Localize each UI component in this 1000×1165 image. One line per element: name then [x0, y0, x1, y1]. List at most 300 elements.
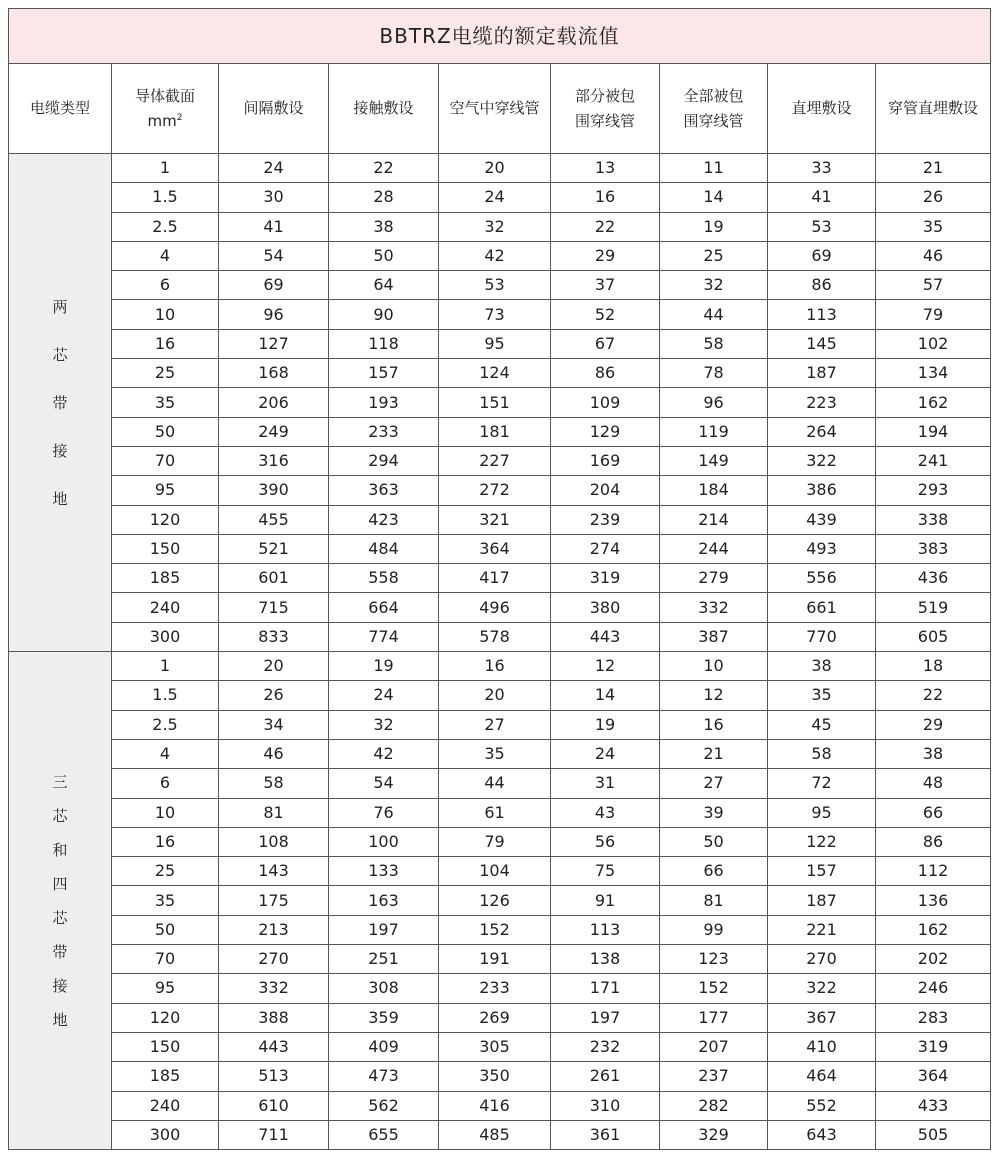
ampacity-cell: 204: [551, 476, 660, 505]
table-row: [9, 1062, 991, 1091]
ampacity-cell: 364: [876, 1062, 991, 1091]
ampacity-cell: 272: [439, 476, 551, 505]
ampacity-cell: 197: [329, 915, 439, 944]
ampacity-cell: 193: [329, 388, 439, 417]
ampacity-cell: 363: [329, 476, 439, 505]
ampacity-cell: 519: [876, 593, 991, 622]
ampacity-cell: 214: [660, 505, 768, 534]
ampacity-cell: 241: [876, 446, 991, 475]
ampacity-cell: 20: [439, 681, 551, 710]
ampacity-cell: 61: [439, 798, 551, 827]
ampacity-cell: 136: [876, 886, 991, 915]
col-header-touching: [329, 64, 439, 154]
ampacity-cell: 711: [219, 1120, 329, 1149]
cross-section-cell: 150: [112, 1032, 219, 1061]
cable-type-char: 带: [52, 393, 68, 412]
unit-superscript: 2: [176, 112, 183, 123]
cable-type-char: 接: [52, 976, 68, 995]
ampacity-cell: 91: [551, 886, 660, 915]
cross-section-cell: 35: [112, 388, 219, 417]
ampacity-cell: 319: [876, 1032, 991, 1061]
cross-section-cell: 95: [112, 974, 219, 1003]
ampacity-cell: 67: [551, 329, 660, 358]
header-label-line: 穿管直埋敷设: [888, 99, 979, 117]
table-title: BBTRZ电缆的额定载流值: [9, 9, 991, 64]
cable-type-group-cell: [9, 652, 112, 1150]
ampacity-cell: 38: [876, 739, 991, 768]
ampacity-cell: 282: [660, 1091, 768, 1120]
unit-text: mm: [147, 111, 177, 130]
ampacity-cell: 409: [329, 1032, 439, 1061]
cross-section-cell: 4: [112, 739, 219, 768]
ampacity-cell: 69: [219, 271, 329, 300]
ampacity-cell: 44: [660, 300, 768, 329]
ampacity-cell: 29: [876, 710, 991, 739]
ampacity-cell: 283: [876, 1003, 991, 1032]
ampacity-cell: 505: [876, 1120, 991, 1149]
ampacity-cell: 104: [439, 857, 551, 886]
ampacity-cell: 122: [768, 827, 876, 856]
ampacity-cell: 151: [439, 388, 551, 417]
ampacity-cell: 54: [329, 769, 439, 798]
ampacity-cell: 269: [439, 1003, 551, 1032]
ampacity-cell: 390: [219, 476, 329, 505]
ampacity-cell: 12: [551, 652, 660, 681]
ampacity-cell: 46: [876, 241, 991, 270]
ampacity-cell: 21: [660, 739, 768, 768]
ampacity-cell: 227: [439, 446, 551, 475]
ampacity-cell: 12: [660, 681, 768, 710]
ampacity-cell: 473: [329, 1062, 439, 1091]
ampacity-cell: 35: [768, 681, 876, 710]
ampacity-cell: 332: [219, 974, 329, 1003]
ampacity-cell: 601: [219, 564, 329, 593]
cable-type-char: 地: [52, 1010, 68, 1029]
ampacity-cell: 75: [551, 857, 660, 886]
ampacity-cell: 13: [551, 154, 660, 183]
ampacity-cell: 35: [439, 739, 551, 768]
ampacity-cell: 270: [219, 945, 329, 974]
column-header-row: [9, 64, 991, 154]
ampacity-cell: 157: [768, 857, 876, 886]
ampacity-cell: 24: [219, 154, 329, 183]
ampacity-cell: 50: [329, 241, 439, 270]
ampacity-cell: 54: [219, 241, 329, 270]
cross-section-cell: 2.5: [112, 212, 219, 241]
ampacity-cell: 127: [219, 329, 329, 358]
cable-type-char: 带: [52, 942, 68, 961]
ampacity-cell: 364: [439, 534, 551, 563]
ampacity-cell: 184: [660, 476, 768, 505]
table-row: [9, 1120, 991, 1149]
cross-section-cell: 35: [112, 886, 219, 915]
table-row: [9, 769, 991, 798]
table-row: [9, 622, 991, 651]
ampacity-cell: 29: [551, 241, 660, 270]
cross-section-cell: 120: [112, 505, 219, 534]
ampacity-cell: 113: [768, 300, 876, 329]
header-label-line: 导体截面: [134, 86, 195, 105]
ampacity-cell: 270: [768, 945, 876, 974]
cable-type-label: [52, 283, 67, 523]
ampacity-cell: 655: [329, 1120, 439, 1149]
cross-section-cell: 120: [112, 1003, 219, 1032]
ampacity-cell: 332: [660, 593, 768, 622]
ampacity-cell: 361: [551, 1120, 660, 1149]
ampacity-cell: 39: [660, 798, 768, 827]
ampacity-cell: 24: [329, 681, 439, 710]
table-row: [9, 564, 991, 593]
col-header-partially-enclosed: [551, 64, 660, 154]
ampacity-cell: 279: [660, 564, 768, 593]
ampacity-cell: 25: [660, 241, 768, 270]
cross-section-cell: 1: [112, 154, 219, 183]
ampacity-cell: 113: [551, 915, 660, 944]
table-row: [9, 710, 991, 739]
ampacity-cell: 661: [768, 593, 876, 622]
cable-type-char: 芯: [52, 806, 68, 825]
ampacity-cell: 293: [876, 476, 991, 505]
ampacity-cell: 664: [329, 593, 439, 622]
cross-section-cell: 300: [112, 622, 219, 651]
table-row: [9, 476, 991, 505]
ampacity-cell: 387: [660, 622, 768, 651]
ampacity-cell: 108: [219, 827, 329, 856]
cross-section-cell: 10: [112, 300, 219, 329]
ampacity-cell: 177: [660, 1003, 768, 1032]
cross-section-cell: 6: [112, 769, 219, 798]
ampacity-cell: 73: [439, 300, 551, 329]
ampacity-cell: 22: [876, 681, 991, 710]
ampacity-cell: 10: [660, 652, 768, 681]
ampacity-cell: 484: [329, 534, 439, 563]
col-header-conduit-in-air: [439, 64, 551, 154]
ampacity-cell: 191: [439, 945, 551, 974]
table-row: [9, 388, 991, 417]
ampacity-cell: 66: [876, 798, 991, 827]
col-header-direct-buried: [768, 64, 876, 154]
ampacity-cell: 96: [219, 300, 329, 329]
table-row: [9, 827, 991, 856]
cable-type-char: 两: [52, 297, 68, 316]
ampacity-cell: 162: [876, 915, 991, 944]
ampacity-cell: 251: [329, 945, 439, 974]
ampacity-cell: 493: [768, 534, 876, 563]
ampacity-cell: 443: [551, 622, 660, 651]
cross-section-cell: 1.5: [112, 681, 219, 710]
ampacity-cell: 26: [219, 681, 329, 710]
ampacity-cell: 233: [439, 974, 551, 1003]
ampacity-cell: 44: [439, 769, 551, 798]
header-label-line: 直埋敷设: [791, 99, 852, 117]
table-row: [9, 945, 991, 974]
header-unit: [112, 109, 218, 134]
ampacity-cell: 30: [219, 183, 329, 212]
ampacity-cell: 338: [876, 505, 991, 534]
table-row: [9, 593, 991, 622]
ampacity-cell: 81: [660, 886, 768, 915]
col-header-cable-type: [9, 64, 112, 154]
header-label-line: 接触敷设: [353, 99, 414, 117]
ampacity-cell: 274: [551, 534, 660, 563]
cross-section-cell: 50: [112, 417, 219, 446]
ampacity-cell: 37: [551, 271, 660, 300]
table-row: [9, 534, 991, 563]
ampacity-cell: 118: [329, 329, 439, 358]
ampacity-cell: 194: [876, 417, 991, 446]
ampacity-cell: 237: [660, 1062, 768, 1091]
table-row: [9, 241, 991, 270]
ampacity-cell: 562: [329, 1091, 439, 1120]
table-row: [9, 798, 991, 827]
cross-section-cell: 25: [112, 857, 219, 886]
cross-section-cell: 150: [112, 534, 219, 563]
table-row: [9, 1032, 991, 1061]
ampacity-cell: 119: [660, 417, 768, 446]
table-row: [9, 446, 991, 475]
ampacity-cell: 163: [329, 886, 439, 915]
ampacity-cell: 32: [439, 212, 551, 241]
cross-section-cell: 4: [112, 241, 219, 270]
ampacity-cell: 552: [768, 1091, 876, 1120]
ampacity-cell: 388: [219, 1003, 329, 1032]
ampacity-cell: 16: [439, 652, 551, 681]
ampacity-cell: 32: [329, 710, 439, 739]
ampacity-cell: 310: [551, 1091, 660, 1120]
cross-section-cell: 240: [112, 1091, 219, 1120]
col-header-fully-enclosed: [660, 64, 768, 154]
ampacity-cell: 28: [329, 183, 439, 212]
ampacity-cell: 329: [660, 1120, 768, 1149]
cross-section-cell: 25: [112, 359, 219, 388]
cross-section-cell: 1: [112, 652, 219, 681]
ampacity-cell: 350: [439, 1062, 551, 1091]
ampacity-cell: 410: [768, 1032, 876, 1061]
ampacity-cell: 294: [329, 446, 439, 475]
ampacity-cell: 42: [439, 241, 551, 270]
ampacity-cell: 171: [551, 974, 660, 1003]
ampacity-cell: 129: [551, 417, 660, 446]
ampacity-cell: 22: [329, 154, 439, 183]
ampacity-cell: 359: [329, 1003, 439, 1032]
ampacity-cell: 249: [219, 417, 329, 446]
ampacity-cell: 58: [768, 739, 876, 768]
cable-type-char: 地: [52, 489, 68, 508]
ampacity-cell: 246: [876, 974, 991, 1003]
ampacity-cell: 14: [660, 183, 768, 212]
ampacity-cell: 232: [551, 1032, 660, 1061]
ampacity-cell: 244: [660, 534, 768, 563]
table-row: [9, 739, 991, 768]
ampacity-cell: 264: [768, 417, 876, 446]
ampacity-cell: 72: [768, 769, 876, 798]
table-body: [9, 154, 991, 1150]
ampacity-cell: 206: [219, 388, 329, 417]
ampacity-cell: 181: [439, 417, 551, 446]
ampacity-cell: 464: [768, 1062, 876, 1091]
ampacity-cell: 50: [660, 827, 768, 856]
table-row: [9, 1091, 991, 1120]
ampacity-cell: 145: [768, 329, 876, 358]
ampacity-cell: 16: [551, 183, 660, 212]
cross-section-cell: 95: [112, 476, 219, 505]
ampacity-cell: 643: [768, 1120, 876, 1149]
cross-section-cell: 185: [112, 564, 219, 593]
ampacity-cell: 143: [219, 857, 329, 886]
table-row: [9, 652, 991, 681]
ampacity-cell: 24: [551, 739, 660, 768]
ampacity-cell: 233: [329, 417, 439, 446]
cable-type-char: 和: [52, 840, 68, 859]
ampacity-cell: 207: [660, 1032, 768, 1061]
ampacity-cell: 162: [876, 388, 991, 417]
ampacity-cell: 455: [219, 505, 329, 534]
cable-type-label: [52, 765, 67, 1037]
cross-section-cell: 70: [112, 945, 219, 974]
cross-section-cell: 240: [112, 593, 219, 622]
ampacity-cell: 308: [329, 974, 439, 1003]
ampacity-cell: 38: [768, 652, 876, 681]
table-row: [9, 915, 991, 944]
header-label-line: 间隔敷设: [243, 99, 304, 117]
cross-section-cell: 16: [112, 827, 219, 856]
header-label-line: 部分被包: [574, 86, 635, 105]
ampacity-cell: 213: [219, 915, 329, 944]
ampacity-cell: 774: [329, 622, 439, 651]
ampacity-cell: 58: [219, 769, 329, 798]
ampacity-cell: 109: [551, 388, 660, 417]
cable-type-char: 芯: [52, 908, 68, 927]
ampacity-cell: 367: [768, 1003, 876, 1032]
ampacity-cell: 76: [329, 798, 439, 827]
ampacity-cell: 513: [219, 1062, 329, 1091]
ampacity-cell: 20: [219, 652, 329, 681]
ampacity-cell: 715: [219, 593, 329, 622]
ampacity-cell: 124: [439, 359, 551, 388]
ampacity-cell: 96: [660, 388, 768, 417]
ampacity-cell: 14: [551, 681, 660, 710]
ampacity-cell: 169: [551, 446, 660, 475]
table-row: [9, 271, 991, 300]
ampacity-cell: 134: [876, 359, 991, 388]
ampacity-cell: 90: [329, 300, 439, 329]
ampacity-cell: 578: [439, 622, 551, 651]
cross-section-cell: 10: [112, 798, 219, 827]
ampacity-cell: 316: [219, 446, 329, 475]
ampacity-cell: 485: [439, 1120, 551, 1149]
ampacity-cell: 416: [439, 1091, 551, 1120]
ampacity-cell: 66: [660, 857, 768, 886]
ampacity-cell: 521: [219, 534, 329, 563]
ampacity-cell: 443: [219, 1032, 329, 1061]
ampacity-cell: 436: [876, 564, 991, 593]
ampacity-cell: 20: [439, 154, 551, 183]
table-row: [9, 974, 991, 1003]
ampacity-cell: 45: [768, 710, 876, 739]
ampacity-cell: 27: [439, 710, 551, 739]
ampacity-cell: 138: [551, 945, 660, 974]
ampacity-cell: 35: [876, 212, 991, 241]
cross-section-cell: 50: [112, 915, 219, 944]
ampacity-cell: 610: [219, 1091, 329, 1120]
ampacity-cell: 38: [329, 212, 439, 241]
table-row: [9, 886, 991, 915]
table-row: [9, 1003, 991, 1032]
ampacity-cell: 81: [219, 798, 329, 827]
ampacity-cell: 556: [768, 564, 876, 593]
ampacity-cell: 32: [660, 271, 768, 300]
ampacity-cell: 22: [551, 212, 660, 241]
ampacity-cell: 26: [876, 183, 991, 212]
ampacity-cell: 16: [660, 710, 768, 739]
ampacity-cell: 152: [439, 915, 551, 944]
ampacity-cell: 31: [551, 769, 660, 798]
ampacity-cell: 433: [876, 1091, 991, 1120]
ampacity-cell: 133: [329, 857, 439, 886]
ampacity-cell: 24: [439, 183, 551, 212]
ampacity-cell: 558: [329, 564, 439, 593]
ampacity-cell: 33: [768, 154, 876, 183]
ampacity-cell: 19: [551, 710, 660, 739]
ampacity-cell: 423: [329, 505, 439, 534]
ampacity-cell: 18: [876, 652, 991, 681]
ampacity-cell: 42: [329, 739, 439, 768]
ampacity-cell: 46: [219, 739, 329, 768]
ampacity-table: [8, 8, 991, 1150]
cross-section-cell: 185: [112, 1062, 219, 1091]
ampacity-cell: 152: [660, 974, 768, 1003]
col-header-conduit-buried: [876, 64, 991, 154]
ampacity-cell: 168: [219, 359, 329, 388]
ampacity-cell: 383: [876, 534, 991, 563]
header-label-line: 空气中穿线管: [449, 99, 540, 117]
ampacity-cell: 69: [768, 241, 876, 270]
cable-type-group-cell: [9, 154, 112, 652]
ampacity-cell: 770: [768, 622, 876, 651]
ampacity-cell: 417: [439, 564, 551, 593]
ampacity-cell: 197: [551, 1003, 660, 1032]
ampacity-cell: 321: [439, 505, 551, 534]
ampacity-cell: 79: [439, 827, 551, 856]
cable-type-char: 三: [52, 772, 68, 791]
ampacity-cell: 27: [660, 769, 768, 798]
ampacity-cell: 102: [876, 329, 991, 358]
cross-section-cell: 300: [112, 1120, 219, 1149]
ampacity-cell: 187: [768, 886, 876, 915]
ampacity-cell: 21: [876, 154, 991, 183]
ampacity-cell: 123: [660, 945, 768, 974]
ampacity-cell: 261: [551, 1062, 660, 1091]
cable-type-char: 芯: [52, 345, 68, 364]
ampacity-cell: 202: [876, 945, 991, 974]
table-row: [9, 417, 991, 446]
table-row: [9, 359, 991, 388]
ampacity-table-container: [8, 8, 990, 1150]
ampacity-cell: 833: [219, 622, 329, 651]
table-row: [9, 212, 991, 241]
col-header-spaced: [219, 64, 329, 154]
cross-section-cell: 70: [112, 446, 219, 475]
ampacity-cell: 149: [660, 446, 768, 475]
header-label-line: 围穿线管: [574, 111, 635, 130]
ampacity-cell: 34: [219, 710, 329, 739]
cable-type-char: 接: [52, 441, 68, 460]
ampacity-cell: 19: [660, 212, 768, 241]
table-row: [9, 183, 991, 212]
header-label-line: 全部被包: [683, 86, 744, 105]
ampacity-cell: 41: [219, 212, 329, 241]
cross-section-cell: 16: [112, 329, 219, 358]
